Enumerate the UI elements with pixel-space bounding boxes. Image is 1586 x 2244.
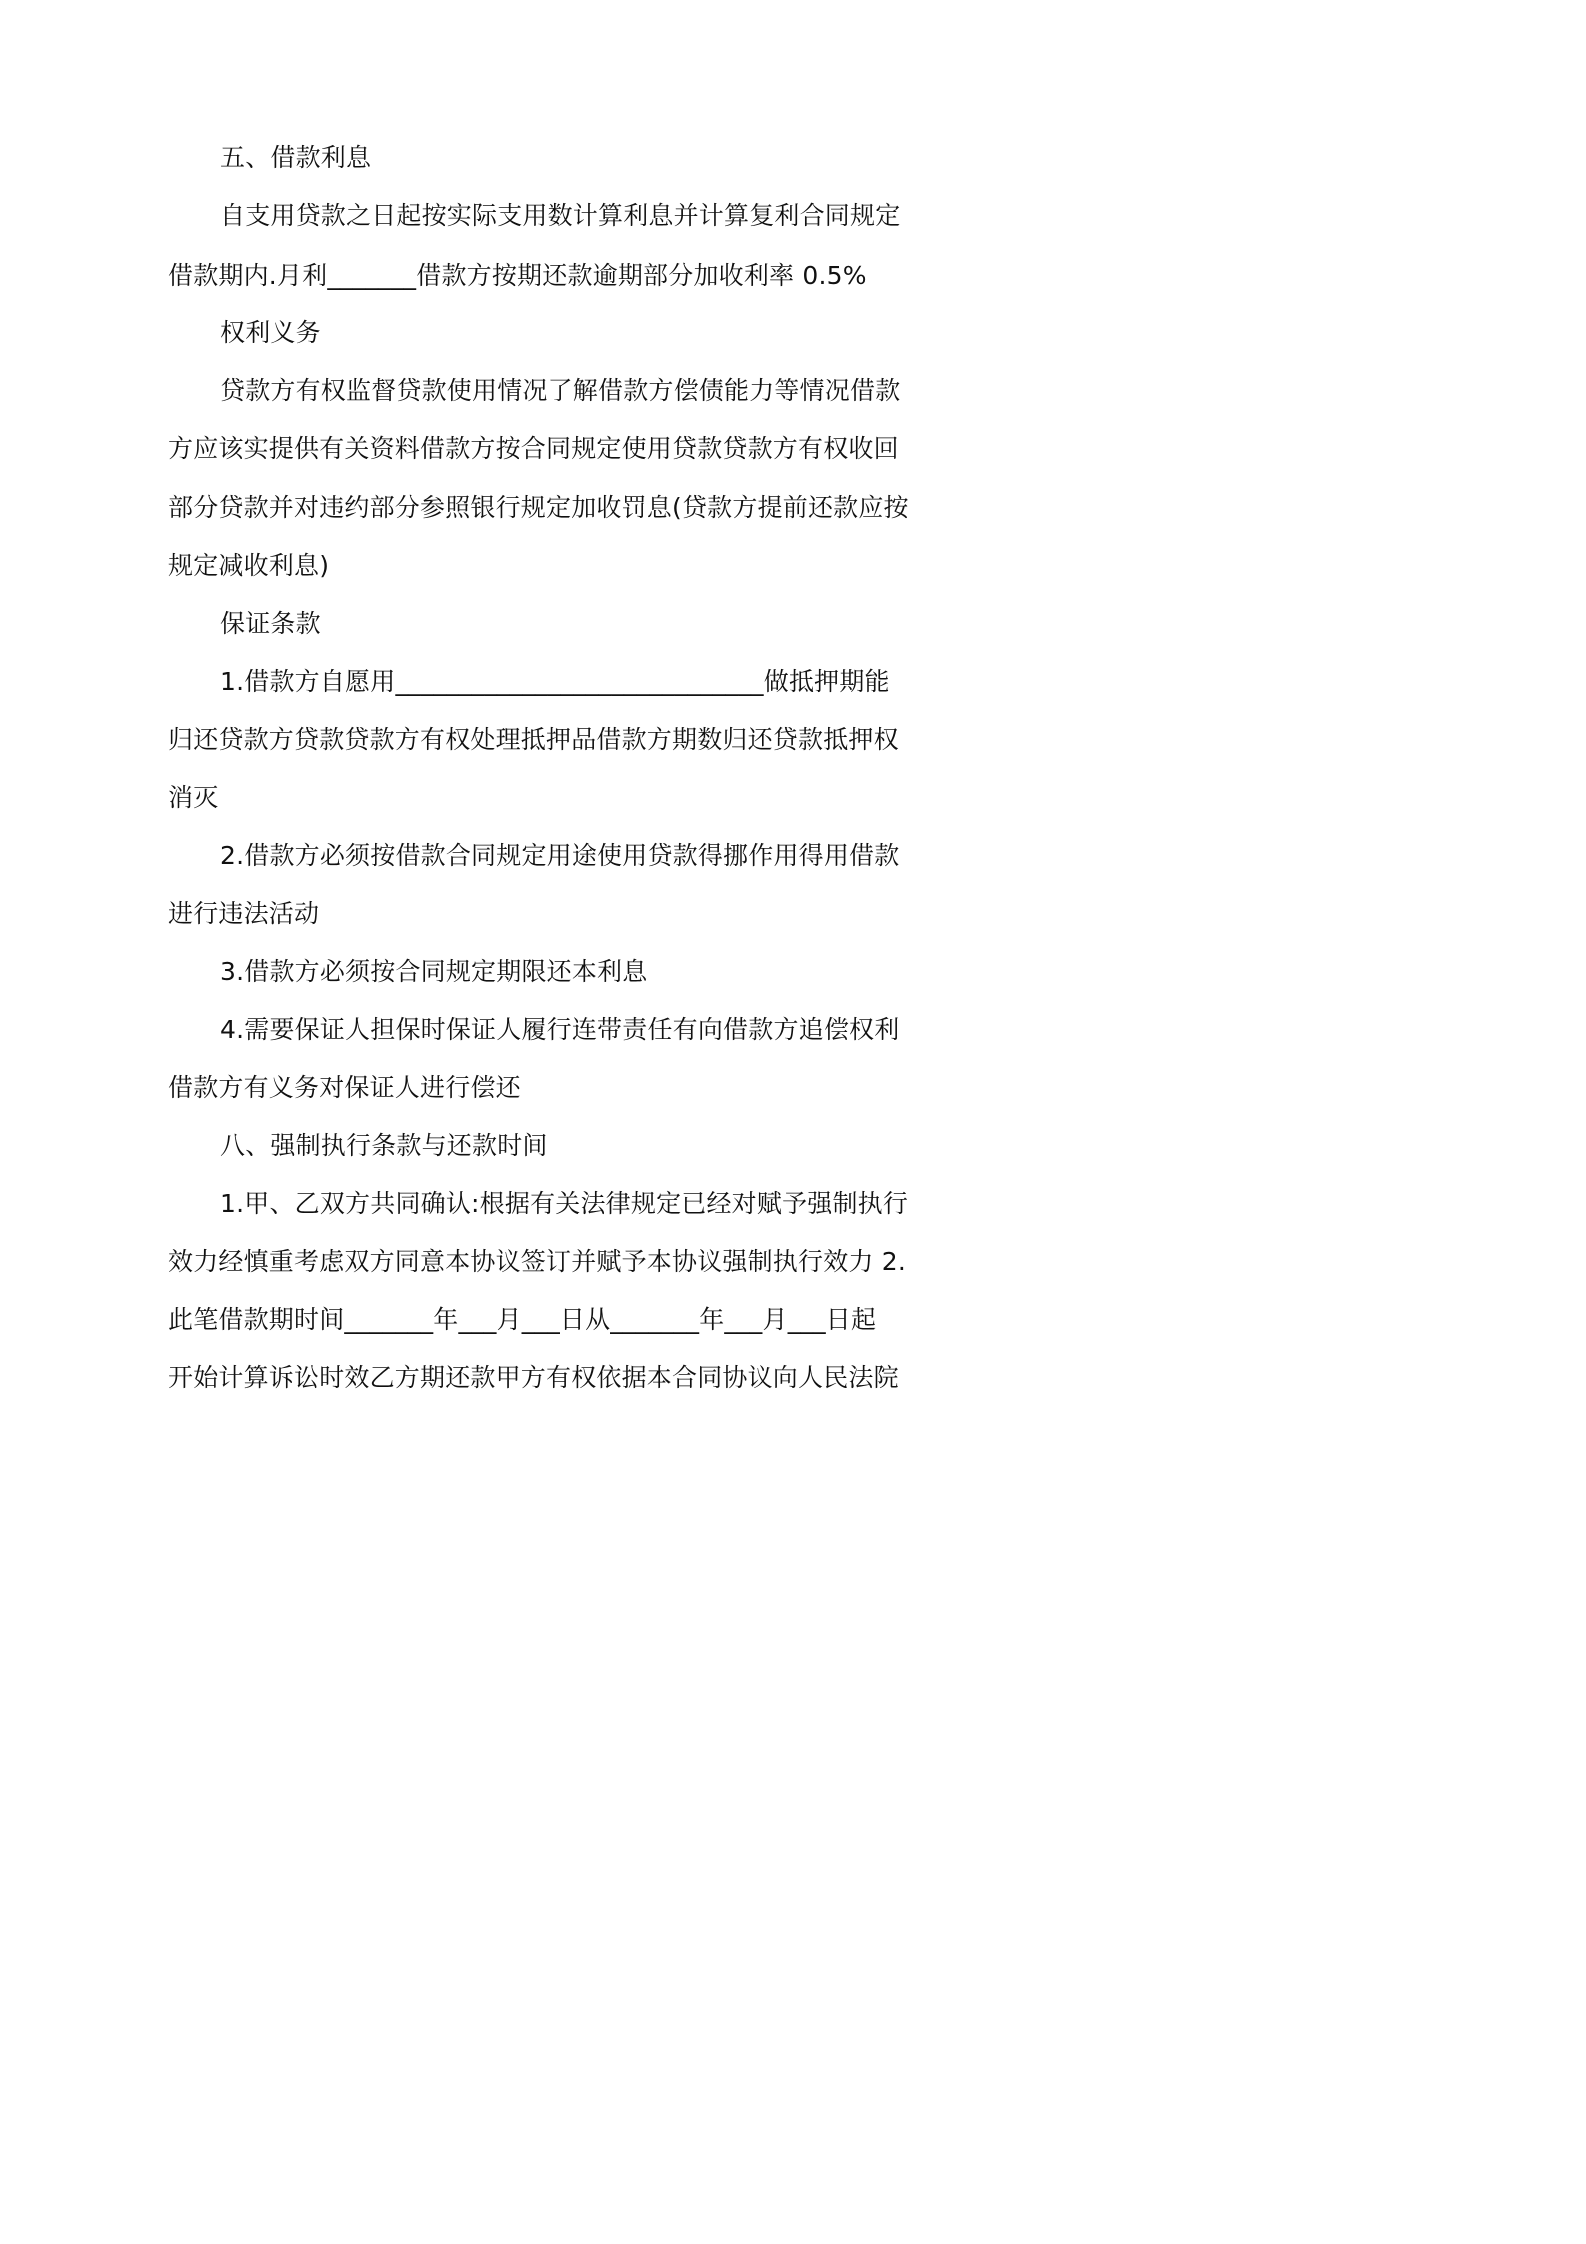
paragraph-line: 贷款方有权监督贷款使用情况了解借款方偿债能力等情况借款 [220, 376, 901, 405]
paragraph-line: 部分贷款并对违约部分参照银行规定加收罚息(贷款方提前还款应按 [168, 493, 909, 522]
section-heading-enforcement: 八、强制执行条款与还款时间 [220, 1131, 548, 1160]
document-page [0, 0, 1104, 1562]
paragraph-line: 4.需要保证人担保时保证人履行连带责任有向借款方追偿权利 [220, 1015, 900, 1044]
paragraph-line: 归还贷款方贷款贷款方有权处理抵押品借款方期数归还贷款抵押权 [168, 725, 899, 754]
paragraph-line: 2.借款方必须按借款合同规定用途使用贷款得挪作用得用借款 [220, 841, 900, 870]
section-heading-guarantee-terms: 保证条款 [220, 609, 321, 638]
paragraph-line: 1.借款方自愿用_____________________________做抵押期能 [220, 667, 890, 696]
paragraph-line: 方应该实提供有关资料借款方按合同规定使用贷款贷款方有权收回 [168, 434, 899, 463]
paragraph-line: 进行违法活动 [168, 899, 320, 928]
paragraph-line: 借款方有义务对保证人进行偿还 [168, 1073, 521, 1102]
section-heading-loan-interest: 五、借款利息 [220, 143, 372, 172]
paragraph-line: 消灭 [168, 783, 219, 812]
paragraph-line: 自支用贷款之日起按实际支用数计算利息并计算复利合同规定 [220, 201, 901, 230]
paragraph-line: 效力经慎重考虑双方同意本协议签订并赋予本协议强制执行效力 2. [168, 1247, 907, 1276]
paragraph-line: 3.借款方必须按合同规定期限还本利息 [220, 957, 648, 986]
paragraph-line: 此笔借款期时间_______年___月___日从_______年___月___日起 [168, 1305, 877, 1334]
paragraph-line: 1.甲、乙双方共同确认:根据有关法律规定已经对赋予强制执行 [220, 1189, 909, 1218]
section-heading-rights-obligations: 权利义务 [220, 318, 321, 347]
paragraph-line: 借款期内.月利_______借款方按期还款逾期部分加收利率 0.5% [168, 261, 867, 290]
paragraph-line: 开始计算诉讼时效乙方期还款甲方有权依据本合同协议向人民法院 [168, 1363, 899, 1392]
paragraph-line: 规定减收利息) [168, 551, 330, 580]
